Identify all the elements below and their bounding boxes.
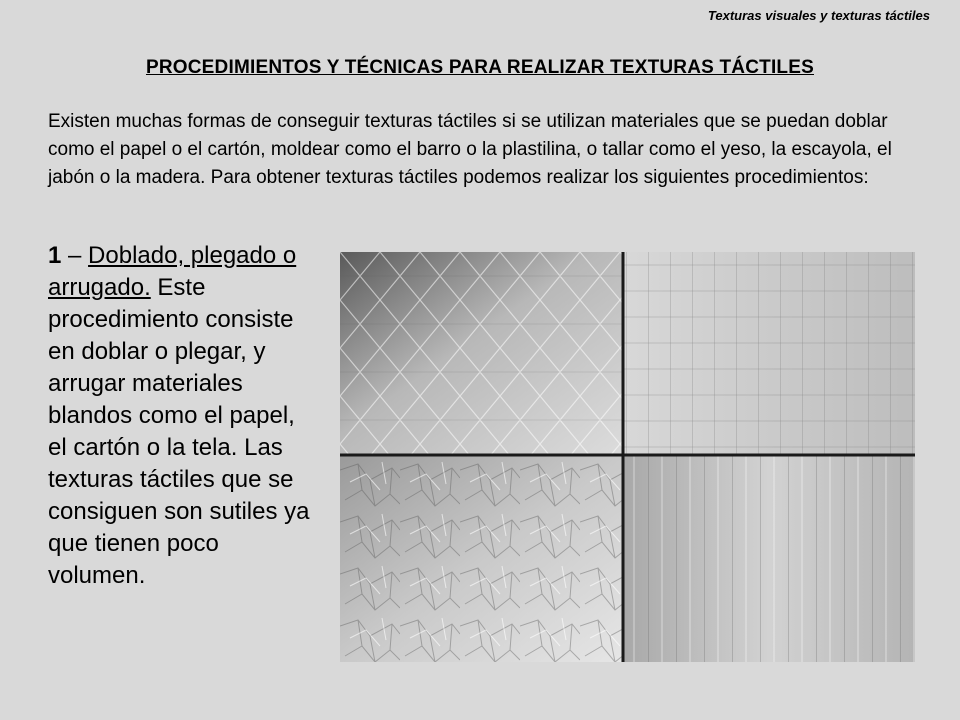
point-term: Doblado, plegado o arrugado. xyxy=(48,242,297,301)
point-number: 1 xyxy=(48,242,62,269)
point-text: Este procedimiento consiste en doblar o plegar, y arrugar materiales blandos como el papel, el cartón o la tela. Las texturas táctiles que se consiguen son sutiles ya que tienen poco volumen. xyxy=(48,274,310,589)
point-dash: – xyxy=(61,242,89,269)
texture-photo xyxy=(340,252,915,662)
page-title: PROCEDIMIENTOS Y TÉCNICAS PARA REALIZAR TEXTURAS TÁCTILES xyxy=(145,57,814,78)
intro-paragraph: Existen muchas formas de conseguir texturas táctiles si se utilizan materiales que se puedan doblar como el papel o el cartón, moldear como el barro o la plastilina, o tallar como el yeso, la escayola, el jabón o la madera. Para obtener texturas táctiles podemos realizar los siguientes procedimientos: xyxy=(48,111,892,188)
texture-photo-collage xyxy=(340,252,915,662)
header-tag: Texturas visuales y texturas táctiles xyxy=(707,8,930,23)
procedure-point xyxy=(48,240,313,592)
